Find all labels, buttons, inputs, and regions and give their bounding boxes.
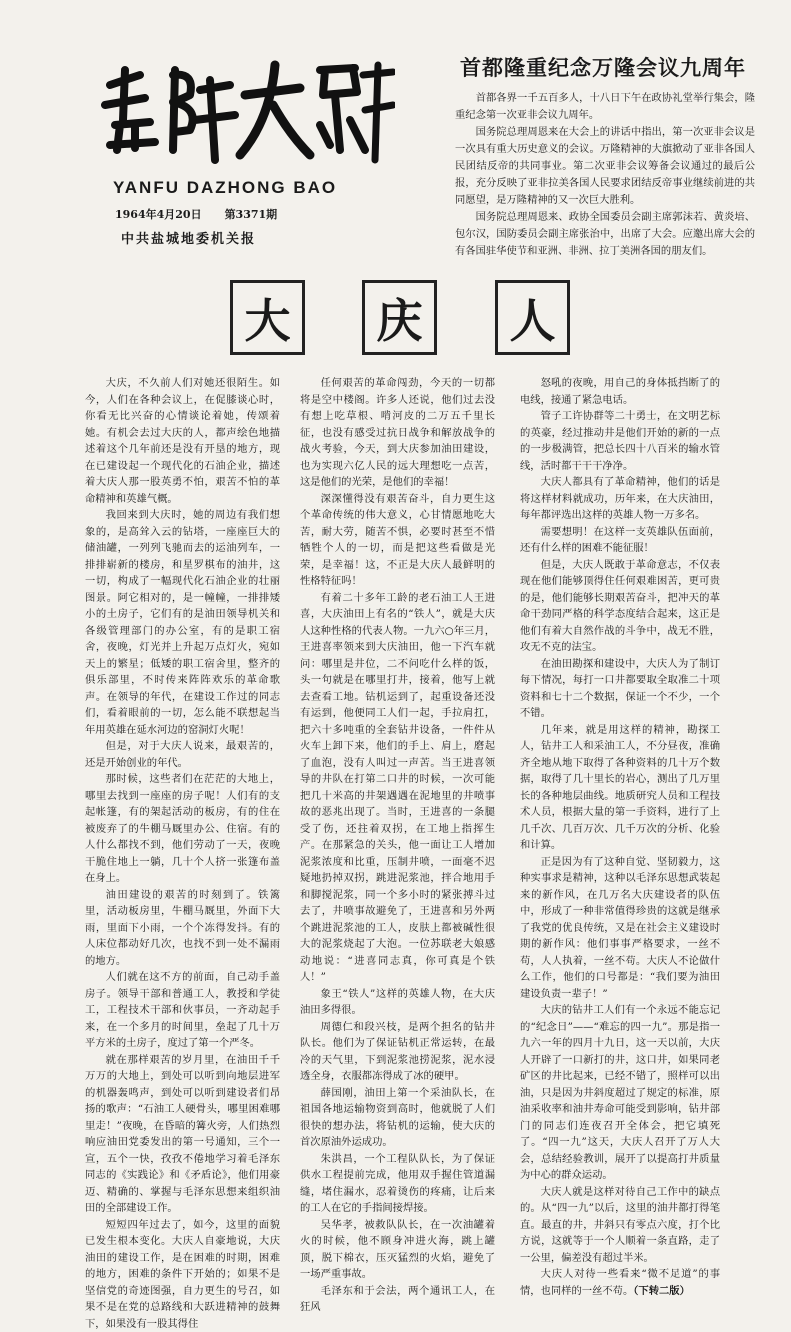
masthead	[85, 50, 395, 240]
article-paragraph: 象王“铁人”这样的英雄人物，在大庆油田多得很。	[300, 986, 495, 1019]
article-paragraph: 那时候，这些者们在茫茫的大地上，哪里去找到一座座的房子呢！人们有的支起帐篷，有的架起活动的板房，有的住在被废弃了的牛棚马厩里办公、住宿。有的人什么都找不到，他们劳动了一天，夜晚干脆住地上一躺，几十个人挤一张篷布盖在身上。	[85, 771, 280, 887]
news-paragraph: 国务院总理周恩来在大会上的讲话中指出，第一次亚非会议是一次具有重大历史意义的会议。万隆精神的大旗掀动了亚非各国人民团结反帝的共同事业。第二次亚非会议筹备会议通过的最后公报，充分反映了亚非拉美各国人民要求团结反帝事业继续前进的共同愿望，是万隆精神的又一次巨大胜利。	[455, 124, 755, 209]
article-paragraph: 短短四年过去了，如今，这里的面貌已发生根本变化。大庆人自豪地说，大庆油田的建设工作，是在困难的时期，困难的地方，困难的条件下开始的；如果不是坚信党的奇迹图强，自力更生的号召，如果不是在党的总路线和大跃进精神的鼓舞下，如果没有一股其得住	[85, 1217, 280, 1332]
news-paragraph: 国务院总理周恩来、政协全国委员会副主席郭沫若、黄炎培、包尔汉，国防委员会副主席张治中，出席了大会。应邀出席大会的有各国驻华使节和亚洲、非洲、拉丁美洲各国的朋友们。	[455, 209, 755, 260]
publisher: 中共盐城地委机关报	[121, 228, 256, 247]
issue-date: 1964年4月20日	[115, 208, 202, 221]
article-paragraph: 周德仁和段兴枝，是两个担名的钻井队长。他们为了保证钻机正常运转，在最冷的天气里，下到泥浆池捞泥浆，泥水浸透全身，衣服都冻得成了冰的硬甲。	[300, 1019, 495, 1085]
issue-number: 第3371期	[225, 208, 278, 221]
article-paragraph: 大庆，不久前人们对她还很陌生。如今，人们在各种会议上，在促膝谈心时，你看无比兴奋的心情谈论着她，传颂着她。有机会去过大庆的人，都声绘色地描述着这个几年前还是没有开垦的地方，现在已建设起一个现代化的石油企业，描述着大庆人那一股英勇不怕，艰苦不怕的革命精神和英雄气概。	[85, 375, 280, 507]
title-char: 人	[495, 280, 570, 355]
article-paragraph: 几年来，就是用这样的精神，勘探工人，钻井工人和采油工人，不分昼夜，准确齐全地从地下取得了各种资料的几十万个数据，取得了几十里长的岩心，测出了几万里长的各种地层曲线。地质研究人员和工程技术人员，根据大量的第一手资料，进行了上几千次、几百万次、几千万次的分析、化验和计算。	[520, 722, 720, 854]
article-paragraph: 但是，对于大庆人说来，最艰苦的，还是开始创业的年代。	[85, 738, 280, 771]
article-paragraph: 管子工许协群等二十勇士，在文明艺标的英豪，经过推动井是他们开始的新的一点的一步极满管，把总长四十八百米的输水管线，活时都干干干净净。	[520, 408, 720, 474]
article-paragraph: 需要想明！在这样一支英雄队伍面前，还有什么样的困难不能征服！	[520, 524, 720, 557]
article-column-3	[520, 375, 720, 1299]
news-paragraph: 首都各界一千五百多人，十八日下午在政协礼堂举行集会，隆重纪念第一次亚非会议九周年。	[455, 90, 755, 124]
continued-note: （下转二版）	[633, 1285, 690, 1297]
article-paragraph: 有着二十多年工龄的老石油工人王进喜，大庆油田上有名的“铁人”，就是大庆人这种性格的代表人物。一九六○年三月，王进喜率领来到大庆油田，他一下汽车就问：哪里是井位，二不问吃什么样的饭，头一句就是在哪里打井，接着，他写上就去查看工地。钻机运到了，起重设备还没有运到，他便同工人们一起，手拉肩扛，把六十多吨重的全套钻井设备，一件件从火车上卸下来，他们的手上、肩上，磨起了血泡，没有人叫过一声苦。当王进喜领导的井队在打第二口井的时候，一次可能把几十米高的井架遇遇在泥地里的井喷事故的恶兆出现了。当时，王进喜的一条腿受了伤，还拄着双拐，在工地上指挥生产。在那紧急的关头，他一面让工人增加泥浆浓度和比重，压制井喷，一面毫不迟疑地扔掉双拐，跳进泥浆池，拌合地用手和脚搅泥浆，同一个多小时的紧张搏斗过去了，井喷事故避免了，王进喜和另外两个跳进泥浆池的工人，皮肤上都被碱性很大的泥浆烧起了大泡。一位苏联老大娘感动地说：“进喜同志真，你可真是个铁人！”	[300, 590, 495, 986]
article-paragraph: 大庆人就是这样对待自己工作中的缺点的。从“四一九”以后，这里的油井都打得笔直。最直的井，井斜只有零点六度，打个比方说，这就等于一个人顺着一条直路，走了一公里，偏差没有超过半米。	[520, 1184, 720, 1267]
article-paragraph: 油田建设的艰苦的时刻到了。铁篱里，活动板房里，牛棚马厩里，外面下大雨，里面下小雨，一个个冻得发抖。有的人床位都动好几次，也找不到一处不漏雨的地方。	[85, 887, 280, 970]
article-paragraph: 大庆的钻井工人们有一个永远不能忘记的“纪念日”——“难忘的四一九”。那是指一九六一年的四月十九日，这一天以前，大庆人开辟了一口新打的井，这口井，如果同老矿区的井比起来，已经不错了，照样可以出油，只是因为井斜度超过了规定的标准，原油采收率和油井寿命可能受到影响，钻井部门的同志们连夜召开全体会，把它填死了。“四一九”这天，大庆人召开了万人大会，总结经验教训，展开了以提高打井质量为中心的群众运动。	[520, 1002, 720, 1184]
article-paragraph	[520, 1266, 720, 1299]
article-paragraph: 任何艰苦的革命闯劲，今天的一切都将是空中楼阁。许多人还说，他们过去没有想上吃草根、啃河皮的二万五千里长征，也没有感受过抗日战争和解放战争的战火考验，今天，到大庆参加油田建设，也为实现六亿人民的远大理想吃一点苦，这是他们的光荣，是他们的幸福！	[300, 375, 495, 491]
article-column-2	[300, 375, 495, 1316]
article-paragraph: 人们就在这不方的前面，自己动手盖房子。领导干部和普通工人，教授和学徒工，工程技术干部和伙事员，一齐动起手来，在一个多月的时间里，垒起了几十万平方米的土房子，度过了第一个严冬。	[85, 969, 280, 1052]
article-paragraph: 怒吼的夜晚，用自己的身体抵挡断了的电线，接通了紧急电话。	[520, 375, 720, 408]
article-paragraph: 深深懂得没有艰苦奋斗，自力更生这个革命传统的伟大意义，心甘情愿地吃大苦，耐大劳，随苦不惧，必要时甚至不惜牺牲个人的一切，而是把这些看做是光荣，是幸福！这，不正是大庆人最鲜明的性格特征吗！	[300, 491, 495, 590]
dateline	[115, 206, 277, 222]
article-paragraph: 薛国刚，油田上第一个采油队长，在祖国各地运输物资到高时，他就脱了人们很快的想办法，将钻机的运输，使大庆的首次原油外运成功。	[300, 1085, 495, 1151]
news-headline: 首都隆重纪念万隆会议九周年	[460, 52, 746, 82]
news-lead	[455, 90, 755, 260]
article-paragraph: 在油田勘探和建设中，大庆人为了制订每下情况，每打一口井都要取全取准二十项资料和七十二个数据，保证一个不少，一个不错。	[520, 656, 720, 722]
article-paragraph: 毛泽东和于会法，两个通讯工人，在狂风	[300, 1283, 495, 1316]
title-char: 大	[230, 280, 305, 355]
article-paragraph: 朱洪昌，一个工程队队长，为了保证供水工程提前完成，他用双手握住管道漏缝，堵住漏水，忍着烫伤的疼痛，让后来的工人在它的手指间接焊接。	[300, 1151, 495, 1217]
title-char: 庆	[362, 280, 437, 355]
article-column-1	[85, 375, 280, 1332]
feature-title	[230, 280, 570, 355]
article-paragraph: 正是因为有了这种自觉、坚韧毅力，这种实事求是精神，这种以毛泽东思想武装起来的新作风，在几万名大庆建设者的队伍中，形成了一种非常值得珍贵的这就是继承了我党的优良传统，又是在社会主义建设时期的新作风：他们事事严格要求，一丝不苟，人人执着，一丝不苟。大庆人不论做什么工作，他们的口号都是：“我们要为油田建设负责一辈子！”	[520, 854, 720, 1003]
masthead-latin: YANFU DAZHONG BAO	[113, 178, 337, 198]
article-paragraph: 大庆人都具有了革命精神，他们的话是将这样材料就成功，历年来，在大庆油田，每年都评选出这样的英雄人物一万多名。	[520, 474, 720, 524]
article-paragraph: 就在那样艰苦的岁月里，在油田千千万万的大地上，到处可以听到向地层进军的机器轰鸣声，到处可以听到建设者们昂扬的歌声：“石油工人硬骨头，哪里困难哪里走！”夜晚，在昏暗的篝火旁，人们热烈响应油田党委发出的第一号通知，三个一宣，五个一快，孜孜不倦地学习着毛泽东同志的《实践论》和《矛盾论》，他们用豪迈、精确的、掌握与毛泽东思想来组织油田的全部建设工作。	[85, 1052, 280, 1217]
calligraphy-logo	[95, 50, 395, 170]
article-paragraph: 但是，大庆人既敢于革命意志，不仅表现在他们能够顶得住任何艰难困苦，更可贵的是，他们能够长期艰苦奋斗，把冲天的革命干劲同严格的科学态度结合起来，这正是他们有着大自然作战的斗争中，战无不胜，攻无不克的法宝。	[520, 557, 720, 656]
article-paragraph: 我回来到大庆时，她的周边有我们想象的，是高耸入云的钻塔，一座座巨大的储油罐，一列列飞驰而去的运油列车，一排排崭新的楼房，和星罗棋布的油井，这一切，构成了一幅现代化石油企业的壮丽图景。阿它相对的，是一幢幢，一排排矮小的土房子，它们有的是油田领导机关和各级管理部门的办公室，有的是职工宿舍，夜晚，灯光并上升起万点灯火，宛如天上的繁星；低矮的职工宿舍里，整齐的俱乐部里，不时传来阵阵欢乐的革命歌声。在领导的年代，在建设工作过的同志们，看着眼前的一切，怎么能不联想起当年用英雄在延水河边的窑洞灯火呢！	[85, 507, 280, 738]
article-paragraph: 吴华孝，被救队队长，在一次油罐着火的时候，他不顾身冲进火海，跳上罐顶，脱下棉衣，压灭猛烈的火焰，避免了一场严重事故。	[300, 1217, 495, 1283]
article-paragraph-text: 大庆人对待一些看来“微不足道”的事情，也同样的一丝不苟。	[520, 1268, 720, 1297]
